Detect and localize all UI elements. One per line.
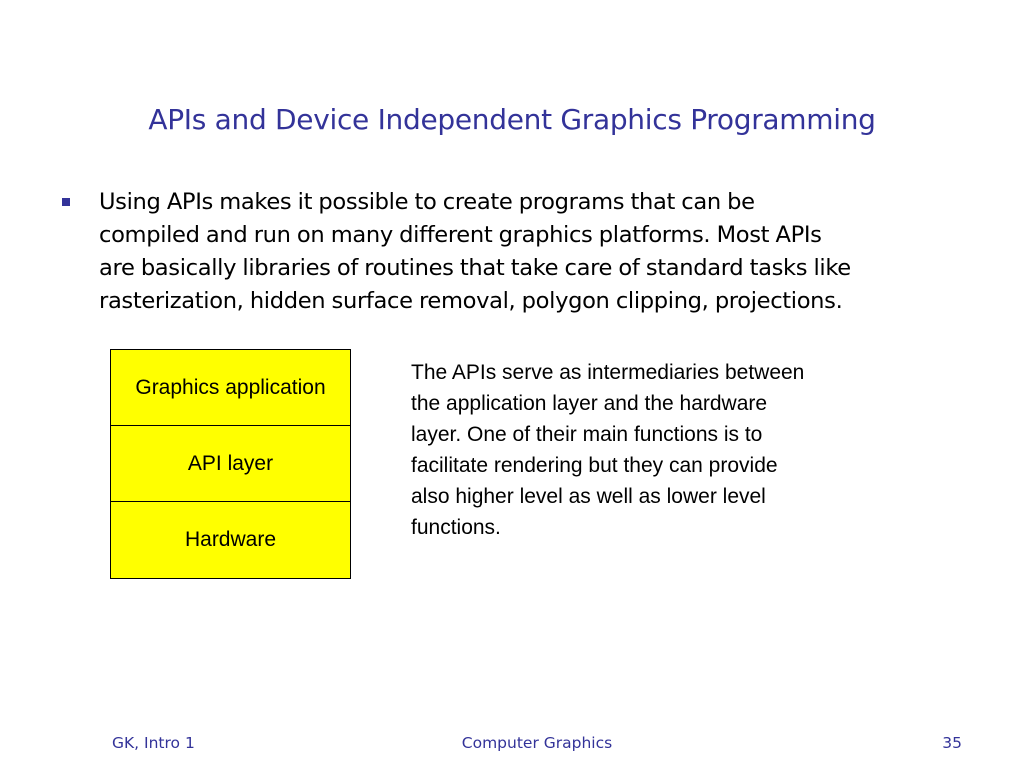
bullet-line: compiled and run on many different graphics platforms. Most APIs <box>99 222 822 248</box>
slide-title: APIs and Device Independent Graphics Programming <box>148 103 876 136</box>
bullet-line: are basically libraries of routines that take care of standard tasks like <box>99 255 851 281</box>
description-line: also higher level as well as lower level <box>411 485 766 508</box>
description-line: layer. One of their main functions is to <box>411 423 763 446</box>
bullet-line: rasterization, hidden surface removal, polygon clipping, projections. <box>99 288 843 314</box>
description-line: functions. <box>411 516 501 539</box>
description-text <box>411 357 911 543</box>
description-line: the application layer and the hardware <box>411 392 768 415</box>
bullet-line: Using APIs makes it possible to create programs that can be <box>99 189 755 215</box>
layer-stack-diagram <box>110 349 351 579</box>
layer-api: API layer <box>111 426 350 502</box>
bullet-text <box>99 186 989 318</box>
layer-hardware: Hardware <box>184 528 277 551</box>
description-line: facilitate rendering but they can provide <box>411 454 778 477</box>
footer-left: GK, Intro 1 <box>112 734 195 752</box>
layer-graphics-application: Graphics application <box>111 350 350 426</box>
square-bullet-icon <box>62 198 70 206</box>
footer-center: Computer Graphics <box>461 734 613 752</box>
page-number: 35 <box>942 734 962 752</box>
description-line: The APIs serve as intermediaries between <box>411 361 805 384</box>
